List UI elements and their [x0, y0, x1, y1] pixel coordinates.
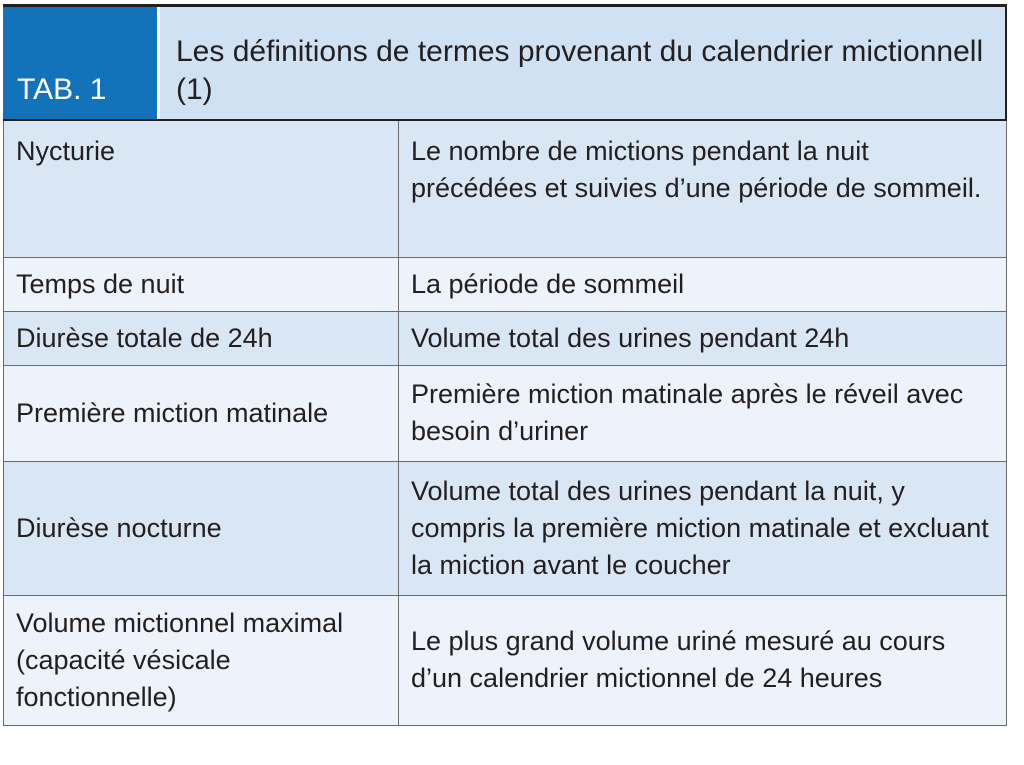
table-row: [4, 311, 1007, 365]
term-cell: Nycturie: [4, 121, 399, 257]
definition-cell: Volume total des urines pendant 24h: [399, 311, 1007, 365]
table-row: [4, 121, 1007, 257]
definition-cell: La période de sommeil: [399, 257, 1007, 311]
table-number-text: TAB. 1: [17, 73, 107, 106]
definitions-table-card: [3, 4, 1007, 726]
table-row: [4, 595, 1007, 725]
definition-cell: Volume total des urines pendant la nuit, y compris la première miction matinale et excluant la miction avant le coucher: [399, 461, 1007, 595]
table-row: [4, 365, 1007, 461]
definition-cell: Le plus grand volume uriné mesuré au cours d’un calendrier mictionnel de 24 heures: [399, 595, 1007, 725]
table-title: [157, 7, 1007, 119]
table-row: [4, 257, 1007, 311]
table-row: [4, 461, 1007, 595]
table-header: [3, 7, 1007, 121]
term-cell: Première miction matinale: [4, 365, 399, 461]
term-cell: Diurèse totale de 24h: [4, 311, 399, 365]
term-cell: Volume mictionnel maximal (capacité vésicale fonctionnelle): [4, 595, 399, 725]
definition-cell: Le nombre de mictions pendant la nuit précédées et suivies d’une période de sommeil.: [399, 121, 1007, 257]
table-title-text: Les définitions de termes provenant du calendrier mictionnell (1): [176, 35, 984, 106]
definition-cell: Première miction matinale après le réveil avec besoin d’uriner: [399, 365, 1007, 461]
definitions-table: [3, 121, 1007, 726]
table-number-label: [3, 7, 157, 119]
term-cell: Diurèse nocturne: [4, 461, 399, 595]
term-cell: Temps de nuit: [4, 257, 399, 311]
